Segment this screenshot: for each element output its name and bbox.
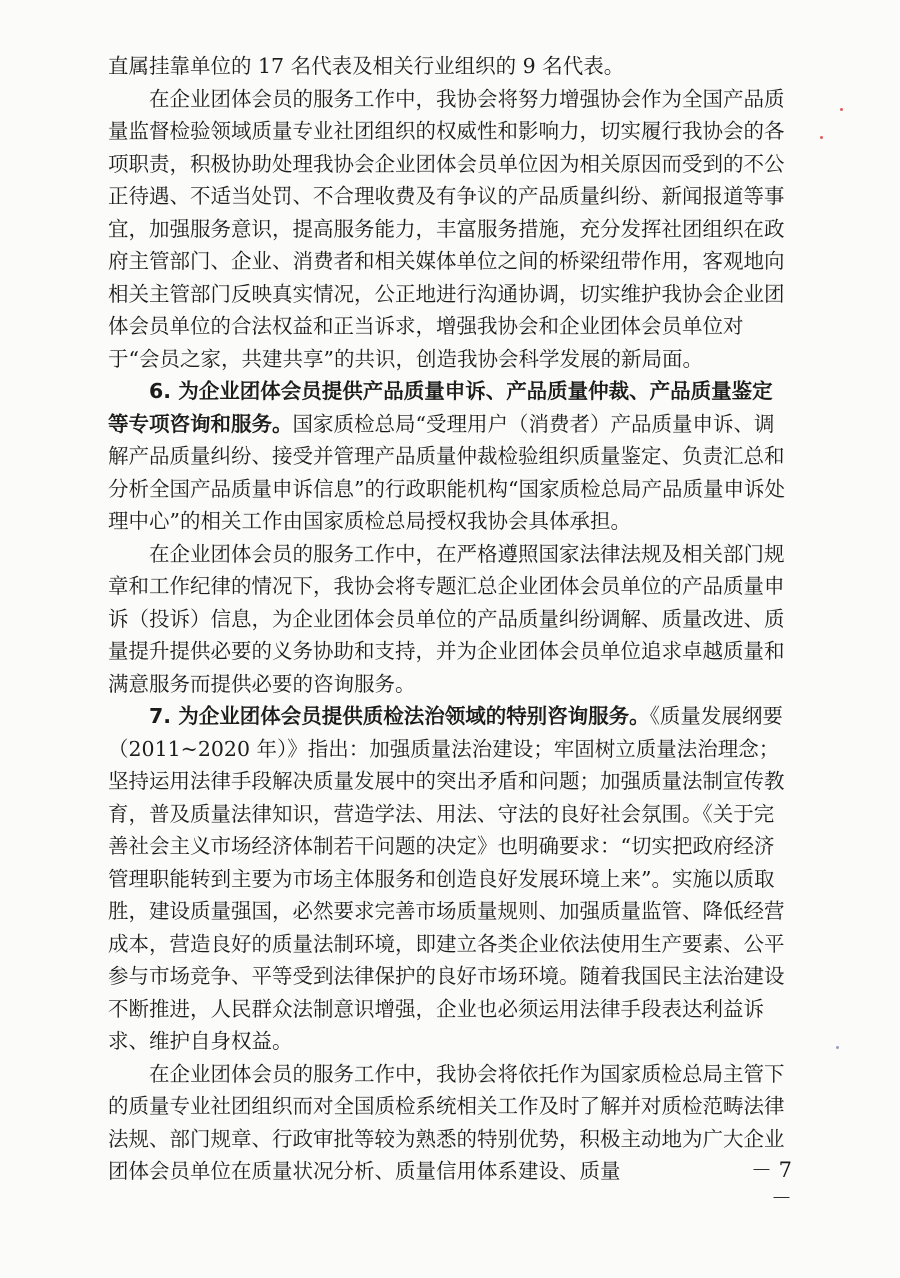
section-7 (108, 700, 792, 1058)
body-text (108, 50, 792, 1188)
section-6-heading: 6. 为企业团体会员提供产品质量申诉、产品质量仲裁、产品质量鉴定等专项咨询和服务。 (108, 379, 773, 436)
section-7-heading: 7. 为企业团体会员提供质检法治领域的特别咨询服务。 (149, 704, 650, 728)
scan-speck (836, 1046, 839, 1049)
section-7-body: 《质量发展纲要（2011~2020 年）》指出：加强质量法治建设；牢固树立质量法治理念；坚持运用法律手段解决质量发展中的突出矛盾和问题；加强质量法制宣传教育，普及质量法律知识，营造学法、用法、守法的良好社会氛围。《关于完善社会主义市场经济体制若干问题的决定》也明确要求：“切实把政府经济管理职能转到主要为市场主体服务和创造良好发展环境上来”。实施以质取胜，建设质量强国，必然要求完善市场质量规则、加强质量监管、降低经营成本，营造良好的质量法制环境，即建立各类企业依法使用生产要素、公平参与市场竞争、平等受到法律保护的良好市场环境。随着我国民主法治建设不断推进，人民群众法制意识增强，企业也必须运用法律手段表达利益诉求、维护自身权益。 (108, 704, 785, 1053)
scan-speck (820, 136, 823, 139)
section-6 (108, 375, 792, 538)
section-6-body: 国家质检总局“受理用户（消费者）产品质量申诉、调解产品质量纠纷、接受并管理产品质量仲裁检验组织质量鉴定、负责汇总和分析全国产品质量申诉信息”的行政职能机构“国家质检总局产品质量申诉处理中心”的相关工作由国家质检总局授权我协会具体承担。 (108, 411, 785, 533)
paragraph-service-1: 在企业团体会员的服务工作中，我协会将努力增强协会作为全国产品质量监督检验领域质量专业社团组织的权威性和影响力，切实履行我协会的各项职责，积极协助处理我协会企业团体会员单位因为相关原因而受到的不公正待遇、不适当处罚、不合理收费及有争议的产品质量纠纷、新闻报道等事宜，加强服务意识，提高服务能力，丰富服务措施，充分发挥社团组织在政府主管部门、企业、消费者和相关媒体单位之间的桥梁纽带作用，客观地向相关主管部门反映真实情况，公正地进行沟通协调，切实维护我协会企业团体会员单位的合法权益和正当诉求，增强我协会和企业团体会员单位对于“会员之家，共建共享”的共识，创造我协会科学发展的新局面。 (108, 86, 785, 371)
page-number: － 7 － (750, 1158, 792, 1210)
paragraph-service-3: 在企业团体会员的服务工作中，我协会将依托作为国家质检总局主管下的质量专业社团组织而对全国质检系统相关工作及时了解并对质检范畴法律法规、部门规章、行政审批等较为熟悉的特别优势，积极主动地为广大企业团体会员单位在质量状况分析、质量信用体系建设、质量 (108, 1061, 785, 1183)
paragraph-continuation: 直属挂靠单位的 17 名代表及相关行业组织的 9 名代表。 (108, 54, 625, 78)
scan-speck (840, 108, 843, 111)
paragraph-service-2: 在企业团体会员的服务工作中，在严格遵照国家法律法规及相关部门规章和工作纪律的情况下，我协会将专题汇总企业团体会员单位的产品质量申诉（投诉）信息，为企业团体会员单位的产品质量纠纷调解、质量改进、质量提升提供必要的义务协助和支持，并为企业团体会员单位追求卓越质量和满意服务而提供必要的咨询服务。 (108, 541, 785, 696)
